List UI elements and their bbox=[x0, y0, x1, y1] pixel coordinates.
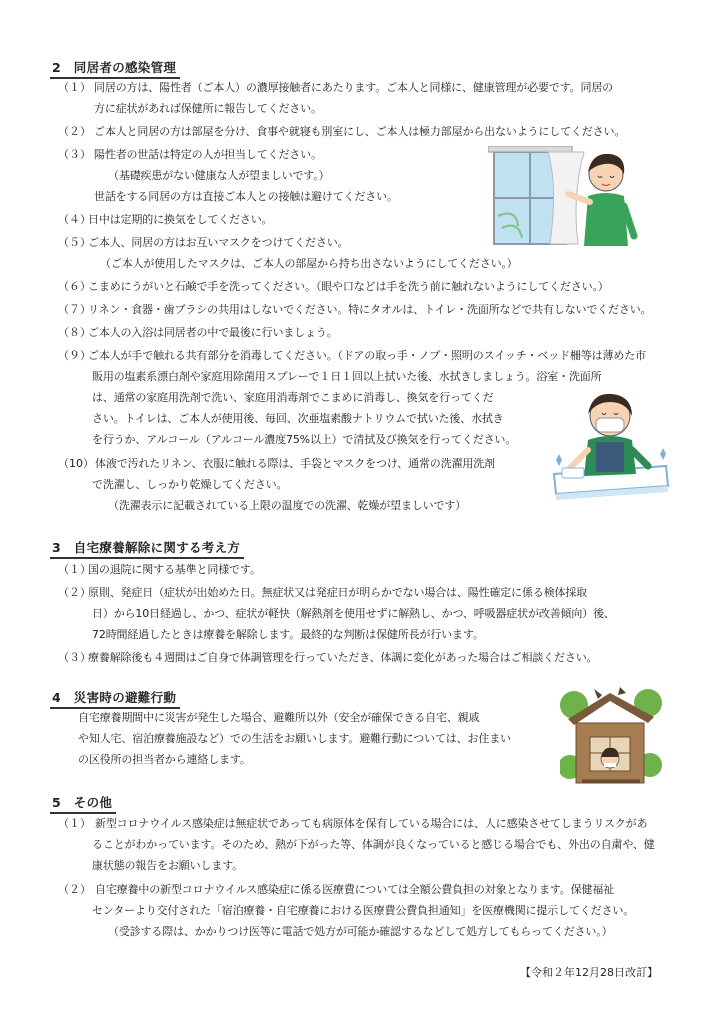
item-number: （２） bbox=[58, 586, 91, 599]
item-text: で洗濯し、しっかり乾燥してください。 bbox=[92, 478, 288, 491]
item-text: 療養解除後も４週間はご自身で体調管理を行っていただき、体調に変化があった場合はご相談ください。 bbox=[88, 651, 598, 664]
item-text: （洗濯表示に記載されている上限の温度での洗濯、乾燥が望ましいです） bbox=[108, 499, 467, 512]
item-text: 自宅療養中の新型コロナウイルス感染症に係る医療費については全額公費負担の対象となります。保健福祉 bbox=[95, 883, 615, 896]
revision-date: 【令和２年12月28日改訂】 bbox=[520, 966, 658, 979]
sec4-text: や知人宅、宿泊療養施設など）での生活をお願いします。避難行動については、お住まい bbox=[78, 732, 511, 745]
item-text: 体液で汚れたリネン、衣服に触れる際は、手袋とマスクをつけ、通常の洗濯用洗剤 bbox=[95, 457, 495, 470]
item-text: 同居の方は、陽性者（ご本人）の濃厚接触者にあたります。ご本人と同様に、健康管理が必要です。同居の bbox=[94, 81, 614, 94]
section-4-title: 4 災害時の避難行動 bbox=[50, 688, 180, 709]
item-text: ご本人と同居の方は部屋を分け、食事や就寝も別室にし、ご本人は極力部屋から出ないようにしてください。 bbox=[94, 125, 626, 138]
item-text: 日中は定期的に換気をしてください。 bbox=[88, 213, 273, 226]
item-text: リネン・食器・歯ブラシの共用はしないでください。特にタオルは、トイレ・洗面所などで共有しないでください。 bbox=[88, 303, 652, 316]
item-text: 方に症状があれば保健所に報告してください。 bbox=[94, 102, 322, 115]
item-text: は、通常の家庭用洗剤で洗い、家庭用消毒剤でこまめに消毒し、換気を行ってくだ bbox=[92, 391, 494, 404]
item-number: （６） bbox=[58, 280, 91, 293]
item-number: （１） bbox=[58, 817, 91, 830]
item-number: （５） bbox=[58, 236, 91, 249]
section-3-title: 3 自宅療養解除に関する考え方 bbox=[50, 538, 244, 559]
woman-with-mask-wiping-table-illustration bbox=[552, 388, 670, 510]
item-text: 72時間経過したときは療養を解除します。最終的な判断は保健所長が行います。 bbox=[92, 628, 484, 641]
item-text: センターより交付された「宿泊療養・自宅療養における医療費公費負担通知」を医療機関に提示してください。 bbox=[92, 904, 635, 917]
item-number: （３） bbox=[58, 148, 91, 161]
item-number: （３） bbox=[58, 651, 91, 664]
item-text: さい。トイレは、ご本人が使用後、毎回、次亜塩素酸ナトリウムで拭いた後、水拭き bbox=[92, 412, 504, 425]
item-text: こまめにうがいと石鹸で手を洗ってください。（眼や口などは手を洗う前に触れないようにしてください。） bbox=[88, 280, 609, 293]
item-text: 康状態の報告をお願いします。 bbox=[92, 859, 244, 872]
item-text: ることがわかっています。そのため、熱が下がった等、体調が良くなっていると感じる場合でも、外出の自粛や、健 bbox=[92, 838, 655, 851]
item-number: （10） bbox=[58, 457, 94, 470]
sec4-text: の区役所の担当者から連絡します。 bbox=[78, 753, 251, 766]
item-text: 世話をする同居の方は直接ご本人との接触は避けてください。 bbox=[94, 190, 398, 203]
item-number: （２） bbox=[58, 125, 91, 138]
item-text: （受診する際は、かかりつけ医等に電話で処方が可能か確認するなどして処方してもらってください。） bbox=[108, 925, 613, 938]
person-in-damaged-house-illustration bbox=[560, 685, 662, 789]
item-number: （２） bbox=[58, 883, 91, 896]
item-number: （７） bbox=[58, 303, 91, 316]
item-text: 新型コロナウイルス感染症は無症状であっても病原体を保有している場合には、人に感染させてしまうリスクがあ bbox=[95, 817, 648, 830]
woman-opening-window-illustration bbox=[488, 146, 638, 251]
section-2-title: 2 同居者の感染管理 bbox=[50, 58, 180, 79]
item-text: （ご本人が使用したマスクは、ご本人の部屋から持ち出さないようにしてください。） bbox=[100, 257, 518, 270]
item-text: 販用の塩素系漂白剤や家庭用除菌用スプレーで１日１回以上拭いた後、水拭きしましょう。浴室・洗面所 bbox=[92, 370, 602, 383]
item-number: （１） bbox=[58, 563, 91, 576]
item-number: （８） bbox=[58, 326, 91, 339]
item-text: ご本人が手で触れる共有部分を消毒してください。（ドアの取っ手・ノブ・照明のスイッチ・ベッド柵等は薄めた市 bbox=[88, 349, 646, 362]
item-text: 陽性者の世話は特定の人が担当してください。 bbox=[94, 148, 322, 161]
item-text: 原則、発症日（症状が出始めた日。無症状又は発症日が明らかでない場合は、陽性確定に係る検体採取 bbox=[88, 586, 588, 599]
item-text: 国の退院に関する基準と同様です。 bbox=[88, 563, 261, 576]
item-text: ご本人、同居の方はお互いマスクをつけてください。 bbox=[88, 236, 349, 249]
item-text: ご本人の入浴は同居者の中で最後に行いましょう。 bbox=[88, 326, 338, 339]
item-number: （１） bbox=[58, 81, 91, 94]
sec4-text: 自宅療養期間中に災害が発生した場合、避難所以外（安全が確保できる自宅、親戚 bbox=[78, 711, 480, 724]
item-text: （基礎疾患がない健康な人が望ましいです。） bbox=[108, 169, 330, 182]
item-number: （４） bbox=[58, 213, 91, 226]
item-text: 日）から10日経過し、かつ、症状が軽快（解熱剤を使用せずに解熱し、かつ、呼吸器症状が改善傾向）後、 bbox=[92, 607, 615, 620]
item-number: （９） bbox=[58, 349, 91, 362]
section-5-title: 5 その他 bbox=[50, 793, 116, 814]
item-text: を行うか、アルコール（アルコール濃度75%以上）で清拭及び換気を行ってください。 bbox=[92, 433, 517, 446]
